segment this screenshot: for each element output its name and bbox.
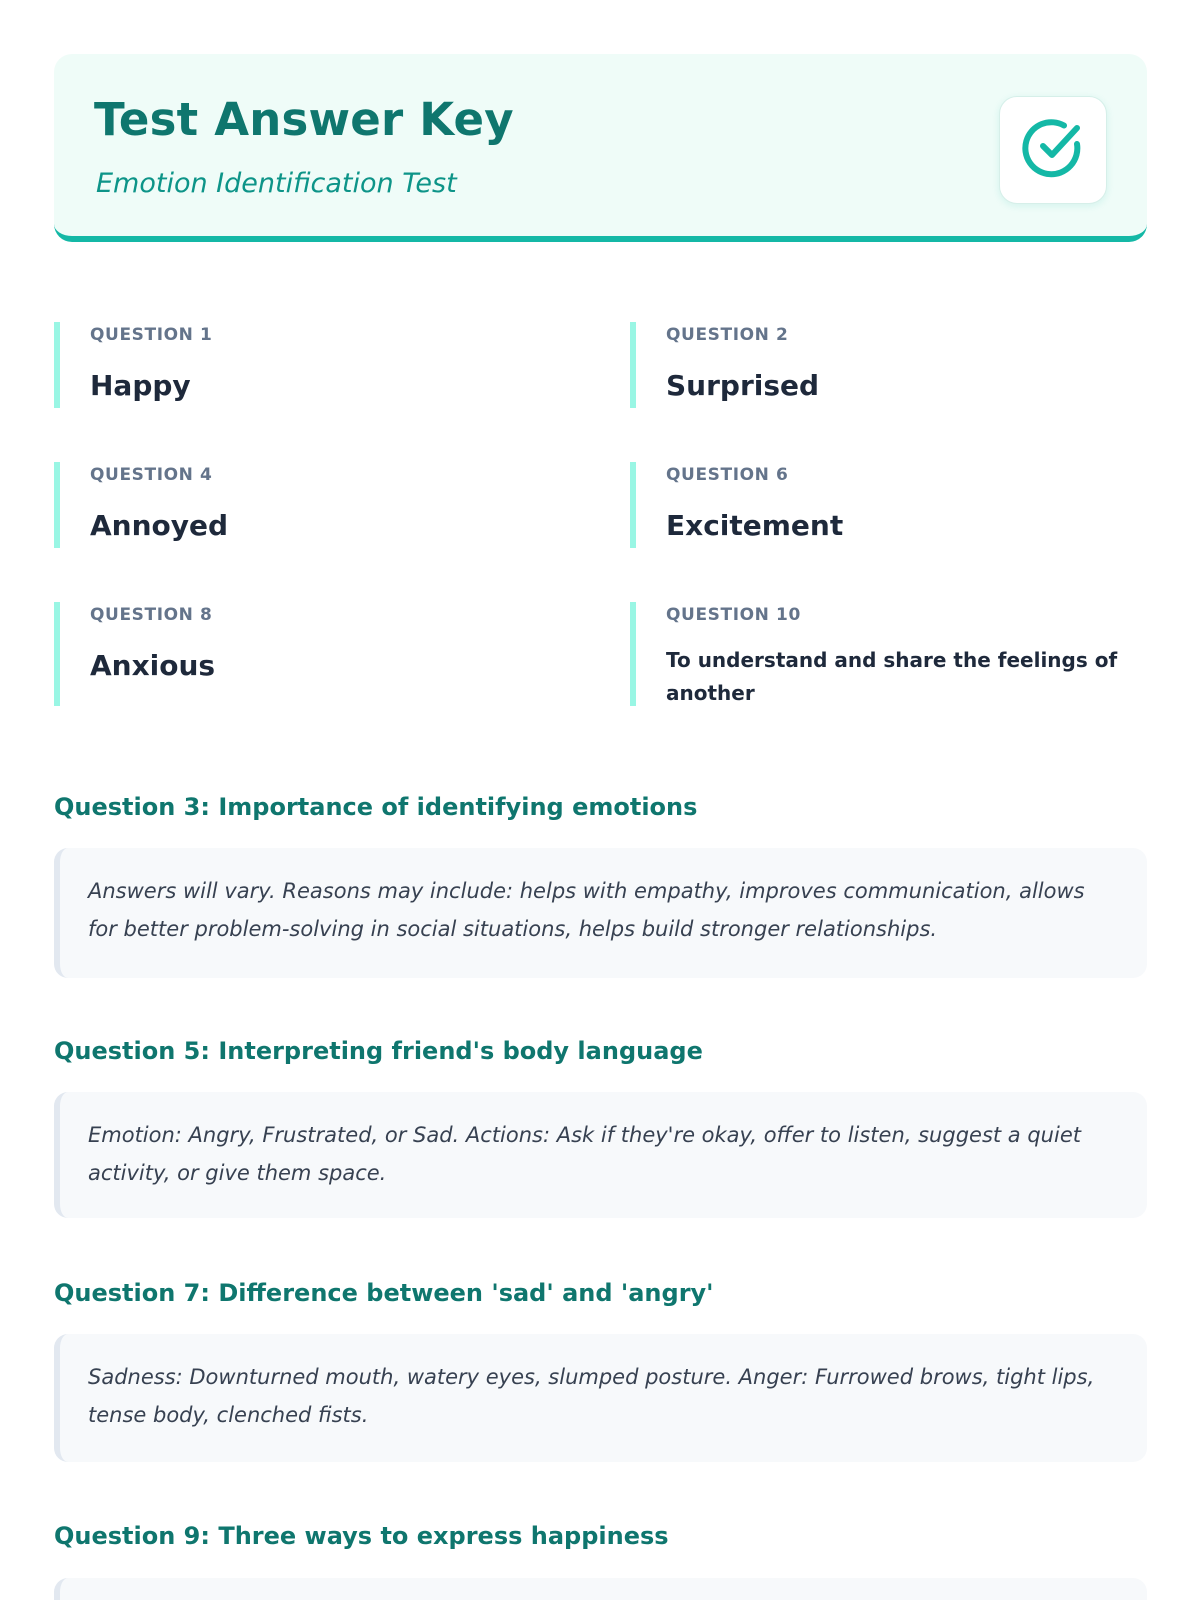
question-label: QUESTION 8 [90,605,213,625]
header-card [54,54,1147,242]
question-label: QUESTION 6 [666,465,789,485]
answer-question-2 [630,322,1147,408]
answer-value: Surprised [666,369,820,402]
question-5-answer-text: Emotion: Angry, Frustrated, or Sad. Actions: Ask if they're okay, offer to listen, suggest a quiet activity, or give them space. [88,1123,1081,1185]
question-3-heading: Question 3: Importance of identifying emotions [54,793,698,821]
question-label: QUESTION 2 [666,325,789,345]
check-badge [999,96,1107,204]
question-9-heading: Question 9: Three ways to express happiness [54,1522,669,1550]
answer-question-1 [54,322,574,408]
answer-value: Excitement [666,509,844,542]
answer-question-4 [54,462,574,548]
answer-value: Happy [90,369,191,402]
question-label: QUESTION 10 [666,605,801,625]
question-7-answer-box [54,1334,1147,1462]
answer-question-6 [630,462,1147,548]
question-7-answer-text: Sadness: Downturned mouth, watery eyes, slumped posture. Anger: Furrowed brows, tight lips, tense body, clenched fists. [88,1365,1095,1427]
answer-value: Anxious [90,649,216,682]
page-title: Test Answer Key [94,93,514,146]
check-circle-icon [1021,116,1085,184]
answer-question-10 [630,602,1147,706]
question-3-answer-text: Answers will vary. Reasons may include: helps with empathy, improves communication, allows for better problem-solving in social situations, helps build stronger relationships. [88,879,1085,941]
page-subtitle: Emotion Identification Test [96,168,457,199]
question-3-answer-box [54,848,1147,978]
answer-question-8 [54,602,574,706]
question-label: QUESTION 4 [90,465,213,485]
answer-value: Annoyed [90,509,229,542]
question-7-heading: Question 7: Difference between 'sad' and 'angry' [54,1279,714,1307]
question-5-answer-box [54,1092,1147,1218]
answer-value: To understand and share the feelings of another [666,648,1118,705]
question-5-heading: Question 5: Interpreting friend's body language [54,1037,703,1065]
question-9-answer-box [54,1578,1147,1600]
question-label: QUESTION 1 [90,325,213,345]
